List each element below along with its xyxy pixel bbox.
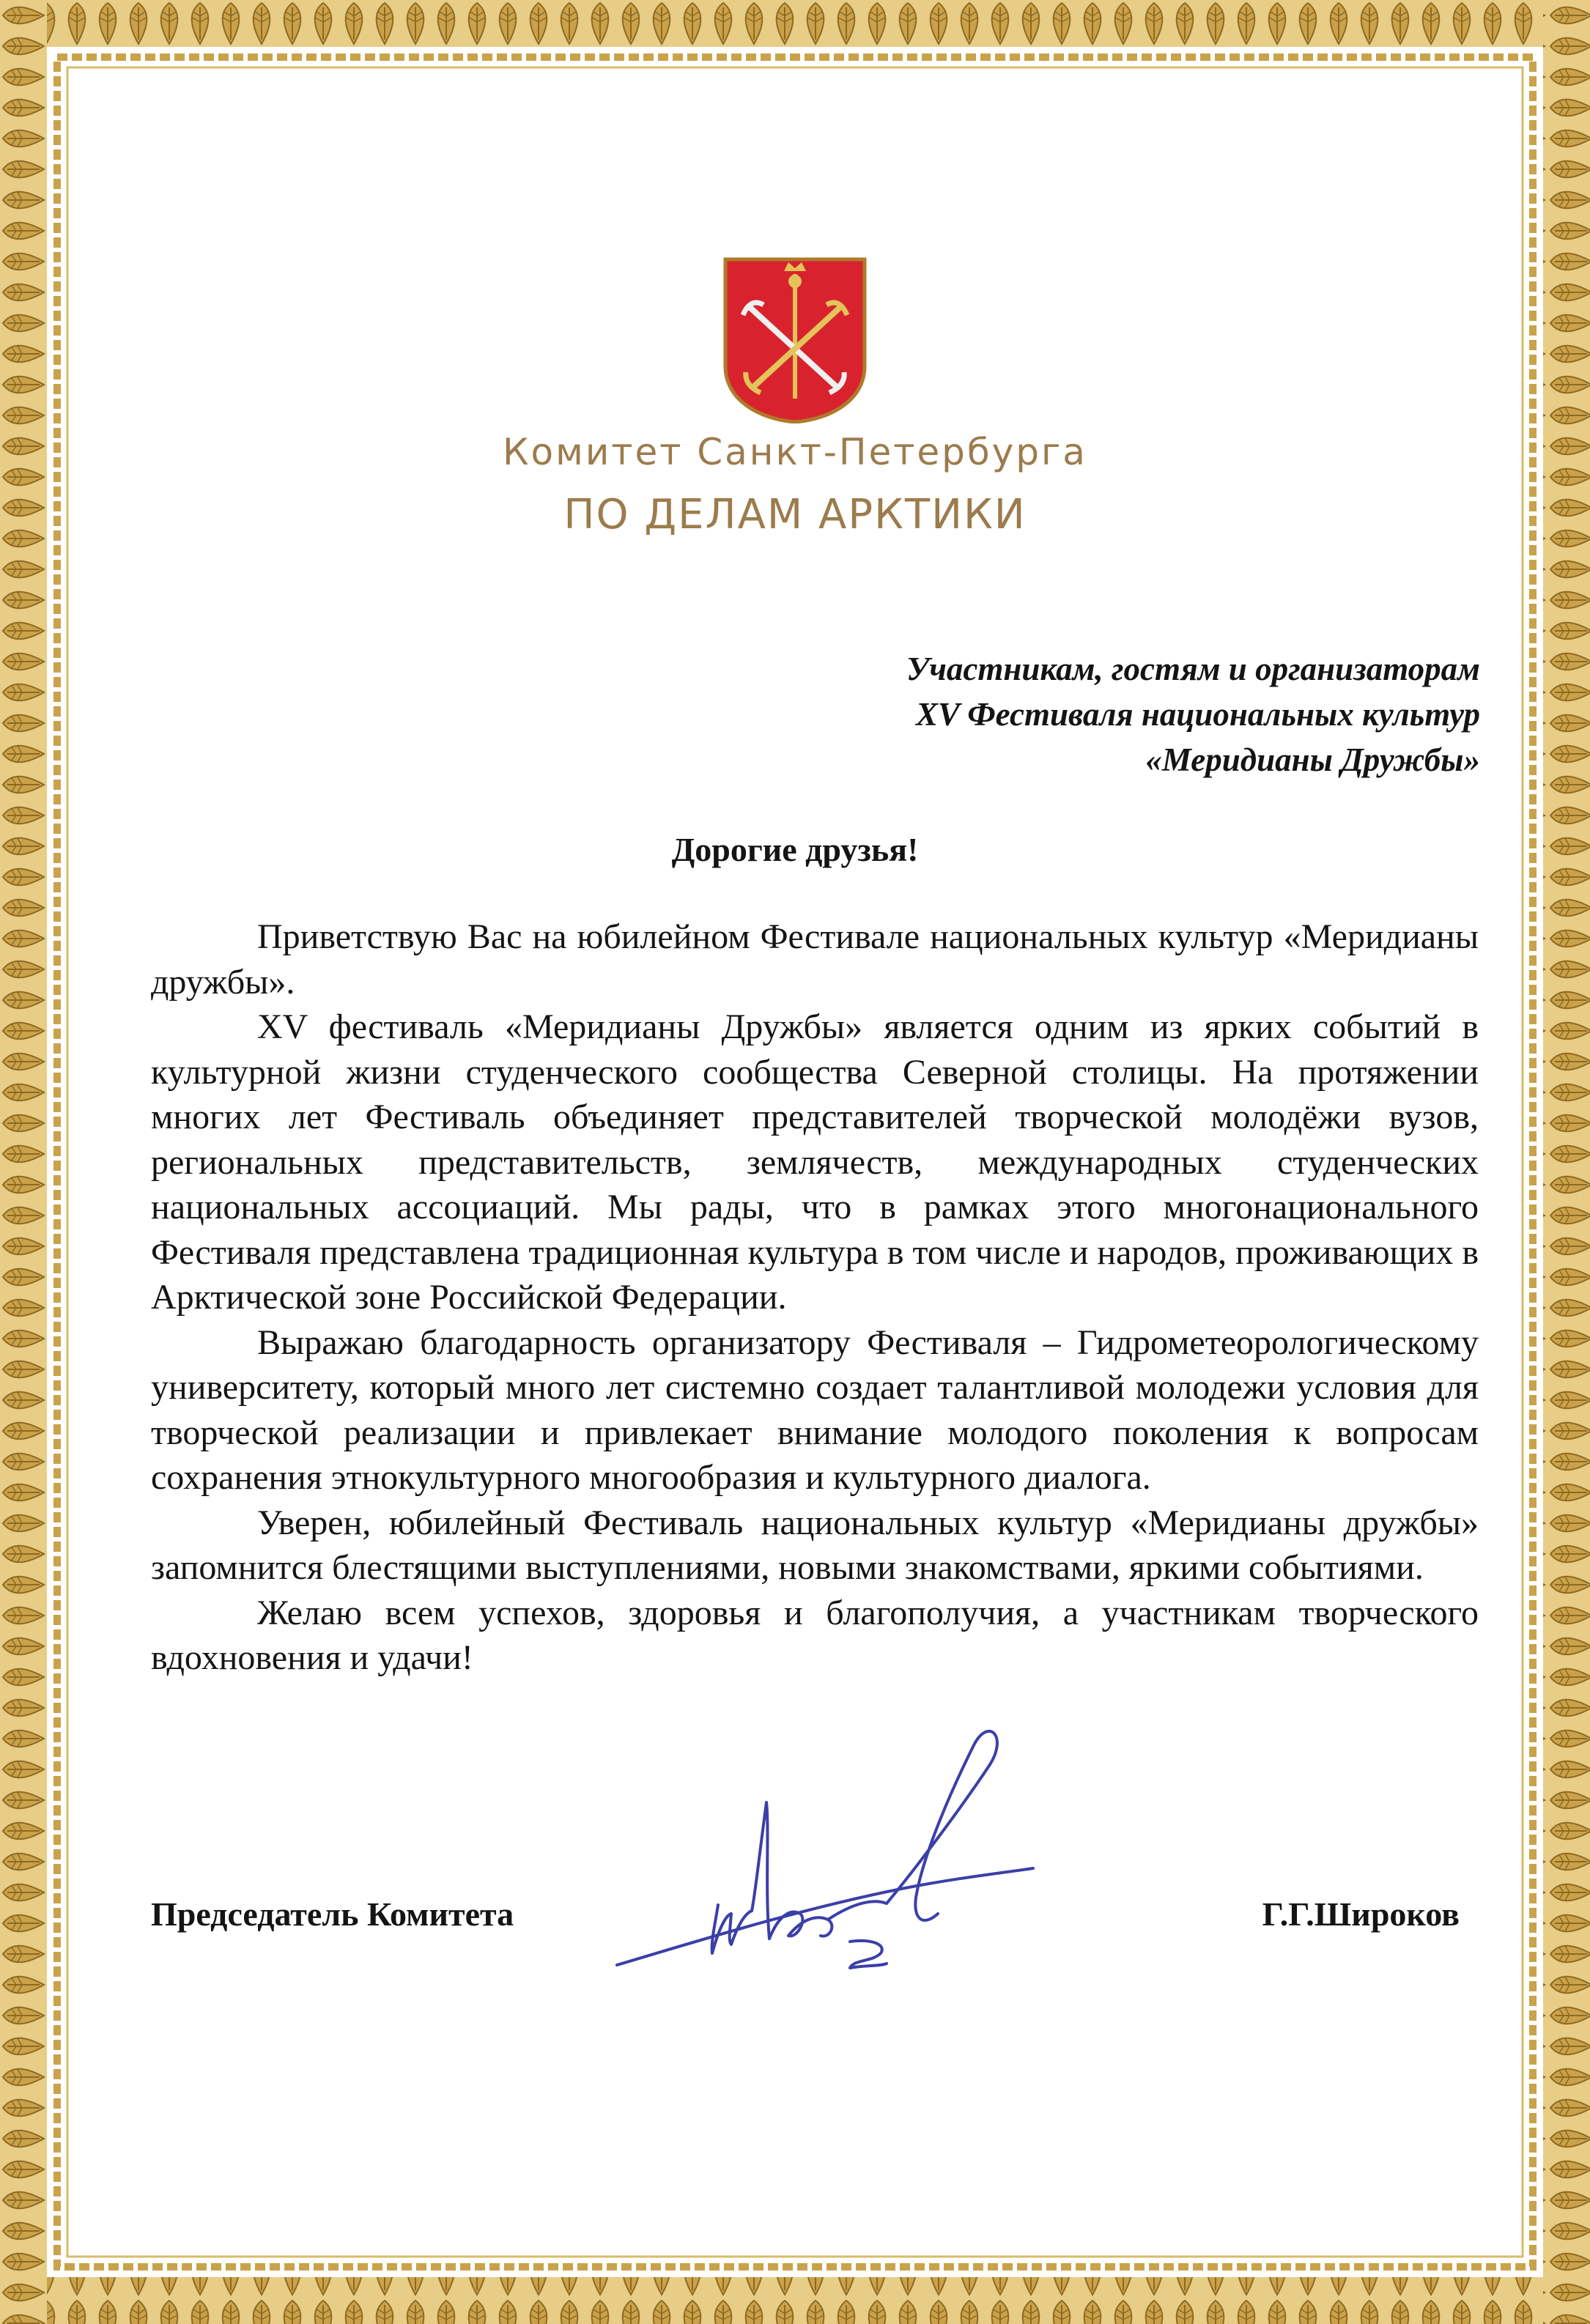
organization-department: ПО ДЕЛАМ АРКТИКИ	[563, 491, 1027, 539]
addressee-line: «Меридианы Дружбы»	[1145, 741, 1480, 778]
paragraph: Желаю всем успехов, здоровья и благополучия, а участникам творческого вдохновения и удачи!	[151, 1593, 1479, 1677]
salutation: Дорогие друзья!	[671, 831, 919, 868]
handwritten-signature-icon	[608, 1722, 1062, 2029]
addressee-line: XV Фестиваля национальных культур	[915, 696, 1480, 733]
paragraph: Приветствую Вас на юбилейном Фестивале национальных культур «Меридианы дружбы».	[151, 917, 1479, 1002]
signer-name: Г.Г.Широков	[1262, 1895, 1460, 1933]
paragraph: XV фестиваль «Меридианы Дружбы» является одним из ярких событий в культурной жизни студенческого сообщества Северной столицы. На протяжении многих лет Фестиваль объединяет представителей творческой молодёжи вузов, региональных представительств, землячеств, международных студенческих национальных ассоциаций. Мы рады, что в рамках этого многонационального Фестиваля представлена традиционная культура в том числе и народов, проживающих в Арктической зоне Российской Федерации.	[151, 1007, 1479, 1317]
letter-body	[151, 914, 1479, 1681]
addressee-block	[601, 646, 1480, 782]
st-petersburg-coat-of-arms-icon	[721, 256, 869, 423]
paragraph: Выражаю благодарность организатору Фестиваля – Гидрометеорологическому университету, который много лет системно создает талантливой молодежи условия для творческой реализации и привлекает внимание молодого поколения к вопросам сохранения этнокультурного многообразия и культурного диалога.	[151, 1322, 1479, 1497]
addressee-line: Участникам, гостям и организаторам	[906, 651, 1480, 687]
paragraph: Уверен, юбилейный Фестиваль национальных культур «Меридианы дружбы» запомнится блестящими выступлениями, новыми знакомствами, яркими событиями.	[151, 1503, 1479, 1587]
signer-title: Председатель Комитета	[151, 1895, 514, 1933]
organization-name: Комитет Санкт-Петербурга	[503, 431, 1087, 473]
